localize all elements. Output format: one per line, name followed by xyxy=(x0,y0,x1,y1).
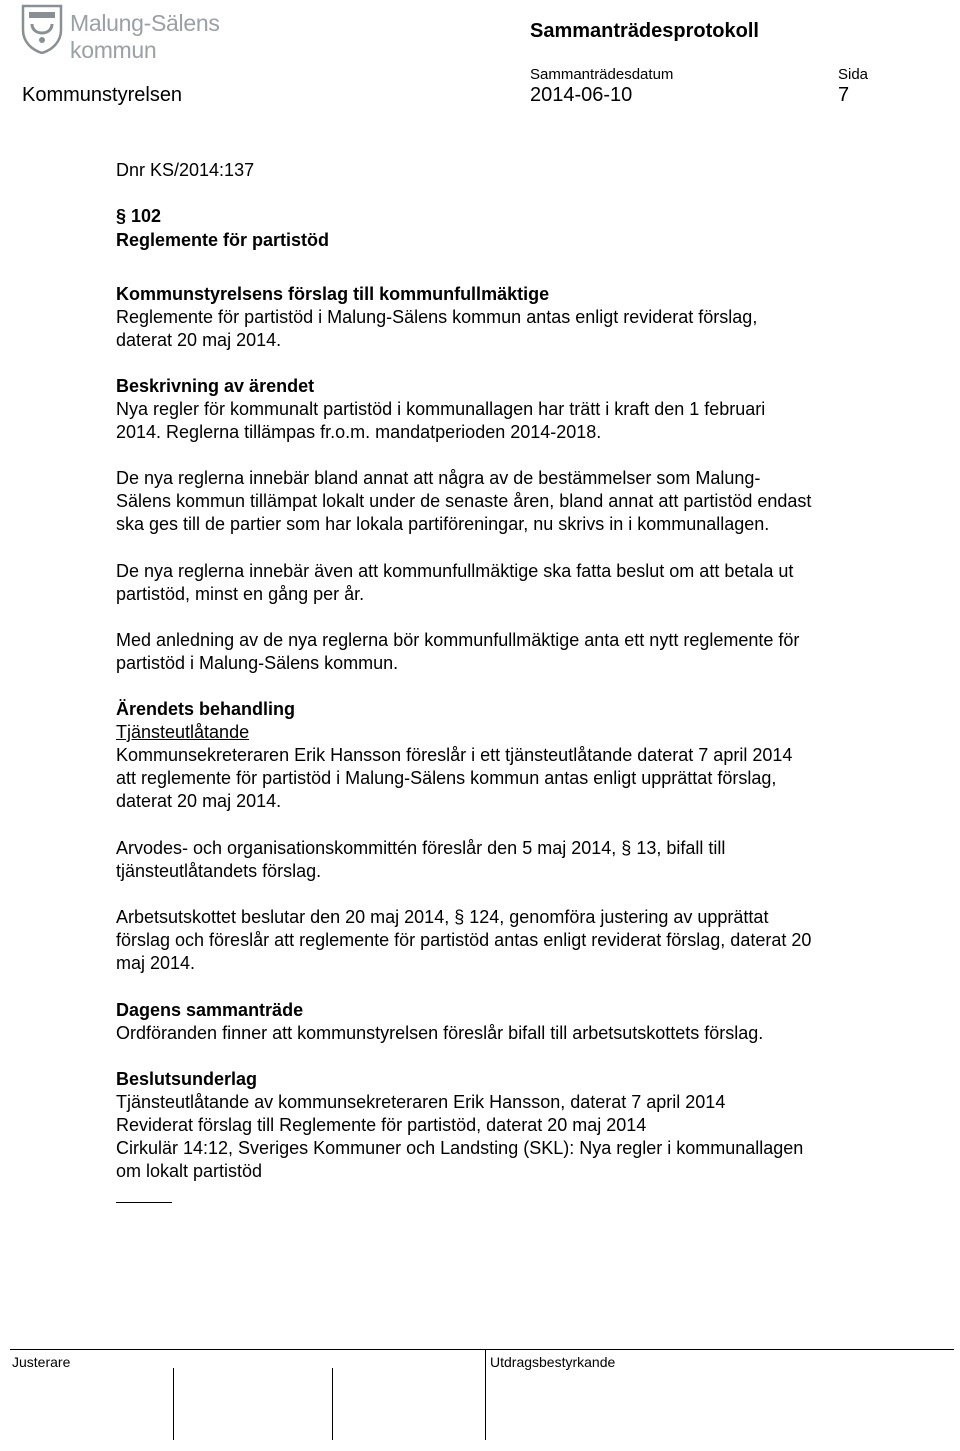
paragraph-line: Med anledning av de nya reglerna bör kommunfullmäktige anta ett nytt reglemente för xyxy=(116,630,800,650)
paragraph-line: De nya reglerna innebär bland annat att några av de bestämmelser som Malung- xyxy=(116,468,761,488)
line-part: Arvodes- och organisationskommittén föreslår den 5 maj 2014, xyxy=(116,838,617,858)
description-line: 2014. Reglerna tillämpas fr.o.m. mandatperioden 2014-2018. xyxy=(116,422,602,442)
adjusters-label: Justerare xyxy=(12,1354,71,1370)
handling-heading: Ärendets behandling xyxy=(116,699,296,719)
case-title: Reglemente för partistöd xyxy=(116,230,330,250)
end-rule xyxy=(116,1202,172,1203)
proposal-line: daterat 20 maj 2014. xyxy=(116,330,282,350)
meeting-section xyxy=(116,999,906,1045)
coat-of-arms-icon xyxy=(20,4,64,54)
handling-section xyxy=(116,698,906,813)
basis-heading: Beslutsunderlag xyxy=(116,1069,258,1089)
basis-item: Tjänsteutlåtande av kommunsekreteraren Erik Hansson, daterat 7 april 2014 xyxy=(116,1092,726,1112)
paragraph-line: att reglemente för partistöd i Malung-Sälens kommun antas enligt upprättat förslag, xyxy=(116,768,777,788)
paragraph-line: partistöd i Malung-Sälens kommun. xyxy=(116,653,399,673)
certifier-label: Utdragsbestyrkande xyxy=(490,1354,616,1370)
basis-item: Reviderat förslag till Reglemente för partistöd, daterat 20 maj 2014 xyxy=(116,1115,647,1135)
line-part: Arbetsutskottet beslutar den 20 maj 2014, xyxy=(116,907,450,927)
footer-rule xyxy=(10,1349,954,1350)
signature-divider xyxy=(485,1350,486,1440)
section-symbol: § xyxy=(621,838,632,858)
signature-divider xyxy=(332,1368,333,1440)
committee-name: Kommunstyrelsen xyxy=(22,84,183,106)
case-number: Dnr KS/2014:137 xyxy=(116,160,255,180)
paragraph-line: förslag och föreslår att reglemente för partistöd antas enligt reviderat förslag, daterat 20 xyxy=(116,930,812,950)
paragraph-line: daterat 20 maj 2014. xyxy=(116,791,282,811)
signature-divider xyxy=(173,1368,174,1440)
description-heading: Beskrivning av ärendet xyxy=(116,376,315,396)
handling-subheading: Tjänsteutlåtande xyxy=(116,722,250,742)
meeting-heading: Dagens sammanträde xyxy=(116,1000,304,1020)
basis-item: Cirkulär 14:12, Sveriges Kommuner och Landsting (SKL): Nya regler i kommunallagen xyxy=(116,1138,804,1158)
description-section xyxy=(116,375,906,444)
paragraph-line: Kommunsekreteraren Erik Hansson föreslår i ett tjänsteutlåtande daterat 7 april 2014 xyxy=(116,745,793,765)
section-value: 102 xyxy=(131,206,162,226)
meeting-date: 2014-06-10 xyxy=(530,84,633,106)
description-paragraph-2 xyxy=(116,467,906,536)
handling-paragraph-2 xyxy=(116,837,906,883)
page-number: 7 xyxy=(838,84,850,106)
section-number xyxy=(116,205,161,228)
section-symbol: § xyxy=(454,907,465,927)
paragraph-line xyxy=(116,837,906,860)
description-paragraph-3 xyxy=(116,560,906,606)
org-name: Malung-Sälens kommun xyxy=(70,10,220,63)
date-label: Sammanträdesdatum xyxy=(530,66,674,83)
proposal-line: Reglemente för partistöd i Malung-Sälens kommun antas enligt reviderat förslag, xyxy=(116,307,758,327)
paragraph-line: partistöd, minst en gång per år. xyxy=(116,584,365,604)
handling-paragraph-3 xyxy=(116,906,906,975)
section-symbol: § xyxy=(116,206,127,226)
municipality-logo xyxy=(20,4,300,63)
paragraph-line: ska ges till de partier som har lokala partiföreningar, nu skrivs in i kommunallagen. xyxy=(116,514,770,534)
document-type: Sammanträdesprotokoll xyxy=(530,20,759,42)
proposal-heading: Kommunstyrelsens förslag till kommunfullmäktige xyxy=(116,284,550,304)
description-line: Nya regler för kommunalt partistöd i kommunallagen har trätt i kraft den 1 februari xyxy=(116,399,766,419)
paragraph-line: Ordföranden finner att kommunstyrelsen föreslår bifall till arbetsutskottets förslag. xyxy=(116,1023,764,1043)
paragraph-line: De nya reglerna innebär även att kommunfullmäktige ska fatta beslut om att betala ut xyxy=(116,561,794,581)
basis-section xyxy=(116,1068,906,1183)
paragraph-line: Sälens kommun tillämpat lokalt under de senaste åren, bland annat att partistöd endast xyxy=(116,491,812,511)
basis-item: om lokalt partistöd xyxy=(116,1161,263,1181)
line-part: 13, bifall till xyxy=(636,838,726,858)
description-paragraph-4 xyxy=(116,629,906,675)
line-part: 124, genomföra justering av upprättat xyxy=(469,907,769,927)
paragraph-line: maj 2014. xyxy=(116,953,196,973)
paragraph-line: tjänsteutlåtandets förslag. xyxy=(116,861,322,881)
paragraph-line xyxy=(116,906,906,929)
page-label: Sida xyxy=(838,66,869,83)
proposal-section xyxy=(116,283,906,352)
